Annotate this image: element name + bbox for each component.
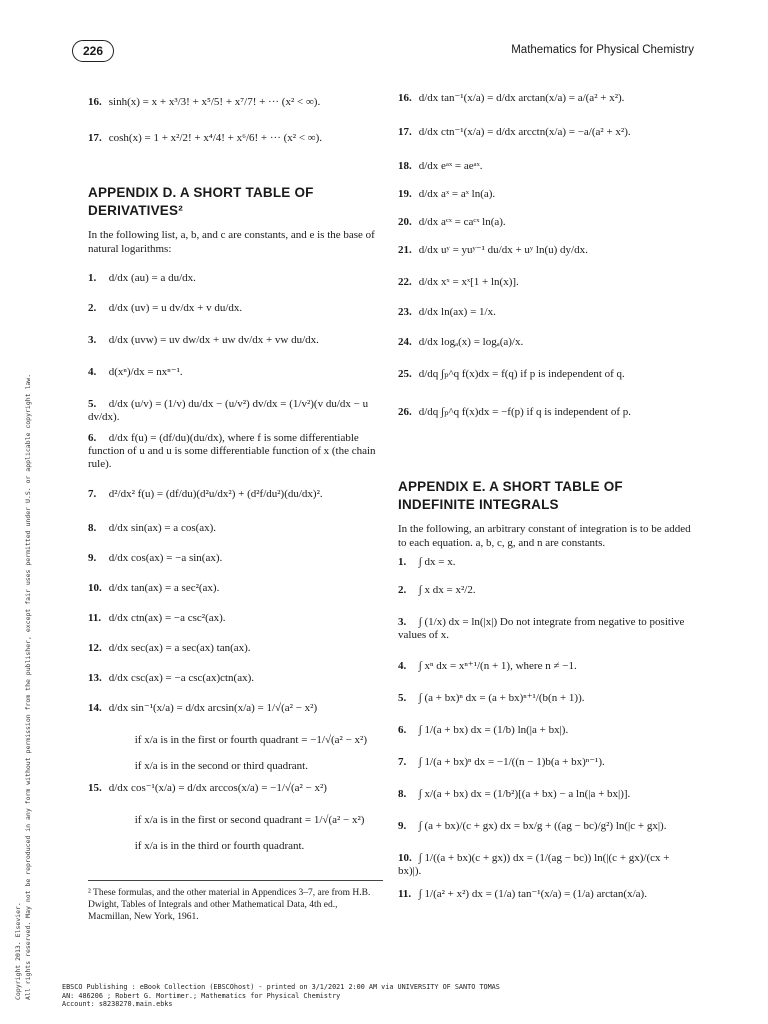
integral-item-formula: ∫ x/(a + bx) dx = (1/b²)[(a + bx) − a ln(|a + bx|)].	[418, 788, 631, 800]
integral-item-formula: ∫ dx = x.	[418, 556, 456, 568]
integral-item-formula: ∫ 1/(a + bx)ⁿ dx = −1/((n − 1)b(a + bx)ⁿ⁻¹).	[418, 756, 605, 768]
page-number: 226	[72, 40, 114, 62]
derivative-item-number: 7.	[88, 488, 97, 500]
integral-item-number: 1.	[398, 556, 407, 568]
derivative-item	[88, 432, 383, 488]
integral-item-number: 10.	[398, 852, 412, 864]
derivative-item-formula: d/dx xˣ = xˣ[1 + ln(x)].	[418, 276, 519, 288]
derivative-item	[398, 244, 693, 276]
derivative-item-number: 8.	[88, 522, 97, 534]
derivative-item-formula: d/dx ctn⁻¹(x/a) = d/dx arcctn(x/a) = −a/(a² + x²).	[418, 126, 631, 138]
derivative-item	[88, 272, 383, 302]
derivative-item-number: 19.	[398, 188, 412, 200]
derivative-item	[88, 302, 383, 334]
integral-item-number: 8.	[398, 788, 407, 800]
derivative-item-number: 5.	[88, 398, 97, 410]
derivative-item	[88, 672, 383, 702]
derivative-item	[88, 522, 383, 552]
rights-line: All rights reserved. May not be reproduced in any form without permission from the publisher, except fair uses permitted under U.S. or applicable copyright law.	[24, 373, 32, 1000]
derivative-item	[88, 702, 383, 734]
integral-item-formula: ∫ xⁿ dx = xⁿ⁺¹/(n + 1), where n ≠ −1.	[418, 660, 577, 672]
integral-item	[398, 724, 693, 756]
derivative-item-formula: d/dq ∫ₚ^q f(x)dx = f(q) if p is independent of q.	[418, 368, 625, 380]
derivative-item-number: 2.	[88, 302, 97, 314]
derivative-item-formula: d/dx sin⁻¹(x/a) = d/dx arcsin(x/a) = 1/√(a² − x²)	[108, 702, 318, 714]
derivative-item-number: 22.	[398, 276, 412, 288]
integral-item-formula: ∫ x dx = x²/2.	[418, 584, 476, 596]
derivative-item-formula: d/dx aˣ = aˣ ln(a).	[418, 188, 496, 200]
derivative-item	[88, 488, 383, 522]
integral-item-number: 6.	[398, 724, 407, 736]
derivative-item-number: 18.	[398, 160, 412, 172]
integral-item	[398, 756, 693, 788]
derivative-item-formula: d/dx f(u) = (df/du)(du/dx), where f is some differentiable function of u and u is some differentiable function of x (the chain rule).	[88, 432, 376, 470]
integral-item-number: 11.	[398, 888, 412, 900]
derivative-item-number: 26.	[398, 406, 412, 418]
derivative-item	[398, 126, 693, 160]
derivative-item-formula: d/dx (uv) = u dv/dx + v du/dx.	[108, 302, 243, 314]
derivative-item	[88, 334, 383, 366]
integral-item	[398, 788, 693, 820]
derivative-item-formula: d/dx ctn(ax) = −a csc²(ax).	[108, 612, 226, 624]
derivative-item-formula: d/dx csc(ax) = −a csc(ax)ctn(ax).	[108, 672, 255, 684]
integral-item	[398, 556, 693, 584]
derivative-item-formula: d/dx uʸ = yuʸ⁻¹ du/dx + uʸ ln(u) dy/dx.	[418, 244, 588, 256]
integral-item	[398, 616, 693, 660]
derivative-item-number: 21.	[398, 244, 412, 256]
integral-item	[398, 888, 693, 922]
derivative-item	[88, 582, 383, 612]
integral-item-number: 4.	[398, 660, 407, 672]
footnote-rule	[88, 880, 383, 881]
derivative-item-formula: d/dx ln(ax) = 1/x.	[418, 306, 496, 318]
copyright-sidebar	[12, 260, 40, 1020]
integral-item-number: 5.	[398, 692, 407, 704]
derivative-item-number: 6.	[88, 432, 97, 444]
derivative-item	[398, 216, 693, 244]
integral-item-formula: ∫ 1/((a + bx)(c + gx)) dx = (1/(ag − bc)) ln(|(c + gx)/(cx + bx)|).	[398, 852, 670, 877]
derivative-item-number: 17.	[398, 126, 412, 138]
derivative-item-number: 25.	[398, 368, 412, 380]
derivative-item	[398, 92, 693, 126]
derivative-item-number: 10.	[88, 582, 102, 594]
derivative-item	[398, 368, 693, 406]
derivative-item-formula: if x/a is in the first or second quadrant = 1/√(a² − x²)	[134, 814, 365, 826]
derivative-item	[88, 366, 383, 398]
derivative-item	[88, 814, 383, 840]
derivative-item-number: 1.	[88, 272, 97, 284]
derivative-item-number: 20.	[398, 216, 412, 228]
integral-item	[398, 820, 693, 852]
derivative-item-number: 15.	[88, 782, 102, 794]
integral-item-formula: ∫ 1/(a + bx) dx = (1/b) ln(|a + bx|).	[418, 724, 569, 736]
derivative-item	[88, 840, 383, 862]
derivative-item	[398, 160, 693, 188]
integral-item-number: 9.	[398, 820, 407, 832]
integral-list	[398, 556, 693, 922]
derivative-item	[88, 782, 383, 814]
integral-item	[398, 660, 693, 692]
derivative-item	[88, 398, 383, 432]
derivative-item-formula: d/dx cos⁻¹(x/a) = d/dx arccos(x/a) = −1/√(a² − x²)	[108, 782, 327, 794]
derivative-item-formula: d/dx eᵃˣ = aeᵃˣ.	[418, 160, 483, 172]
derivative-item	[398, 406, 693, 442]
derivative-item	[398, 306, 693, 336]
footer-line: Account: s8238270.main.ebks	[62, 1000, 173, 1008]
derivative-item-formula: d²/dx² f(u) = (df/du)(d²u/dx²) + (d²f/du²)(du/dx)².	[108, 488, 323, 500]
derivative-item-number: 16.	[398, 92, 412, 104]
derivative-item-formula: d/dx cos(ax) = −a sin(ax).	[108, 552, 223, 564]
integral-item-formula: ∫ (1/x) dx = ln(|x|) Do not integrate from negative to positive values of x.	[398, 616, 685, 641]
integral-item-number: 2.	[398, 584, 407, 596]
series-item: 17. cosh(x) = 1 + x²/2! + x⁴/4! + x⁶/6! + ··· (x² < ∞).	[88, 132, 323, 144]
derivative-item-number: 13.	[88, 672, 102, 684]
derivative-item	[88, 642, 383, 672]
appendix-e-title: APPENDIX E. A SHORT TABLE OF INDEFINITE INTEGRALS	[398, 479, 623, 512]
integral-item-number: 7.	[398, 756, 407, 768]
derivative-item-formula: if x/a is in the second or third quadrant.	[134, 760, 308, 772]
integral-item-number: 3.	[398, 616, 407, 628]
derivative-item	[398, 188, 693, 216]
derivative-item-number: 24.	[398, 336, 412, 348]
derivative-item-number: 12.	[88, 642, 102, 654]
derivative-item-formula: d/dx (u/v) = (1/v) du/dx − (u/v²) dv/dx = (1/v²)(v du/dx − u dv/dx).	[88, 398, 369, 423]
derivative-item	[88, 760, 383, 782]
integral-item-formula: ∫ (a + bx)ⁿ dx = (a + bx)ⁿ⁺¹/(b(n + 1)).	[418, 692, 585, 704]
derivative-item	[88, 612, 383, 642]
integral-item	[398, 584, 693, 616]
derivative-list-continued	[398, 92, 693, 442]
footer-line: EBSCO Publishing : eBook Collection (EBSCOhost) - printed on 3/1/2021 2:00 AM via UNIVERSITY OF SANTO TOMAS	[62, 983, 500, 991]
derivative-item-number: 23.	[398, 306, 412, 318]
running-head: Mathematics for Physical Chemistry	[511, 44, 694, 56]
appendix-d-intro: In the following list, a, b, and c are constants, and e is the base of natural logarithms:	[88, 229, 375, 255]
derivative-item	[398, 276, 693, 306]
derivative-item-number: 3.	[88, 334, 97, 346]
derivative-item-number: 9.	[88, 552, 97, 564]
integral-item-formula: ∫ 1/(a² + x²) dx = (1/a) tan⁻¹(x/a) = (1/a) arctan(x/a).	[418, 888, 647, 900]
derivative-list	[88, 272, 383, 862]
derivative-item-formula: if x/a is in the first or fourth quadrant = −1/√(a² − x²)	[134, 734, 367, 746]
copyright-line: Copyright 2013. Elsevier.	[14, 902, 22, 1000]
derivative-item	[88, 734, 383, 760]
derivative-item-formula: d/dx (uvw) = uv dw/dx + uw dv/dx + vw du/dx.	[108, 334, 319, 346]
derivative-item-formula: d/dx (au) = a du/dx.	[108, 272, 196, 284]
derivative-item	[88, 552, 383, 582]
derivative-item-formula: d/dx sin(ax) = a cos(ax).	[108, 522, 217, 534]
integral-item	[398, 692, 693, 724]
derivative-item-formula: d(xⁿ)/dx = nxⁿ⁻¹.	[108, 366, 183, 378]
print-footer	[62, 983, 500, 1009]
derivative-item	[398, 336, 693, 368]
appendix-d-title: APPENDIX D. A SHORT TABLE OF DERIVATIVES²	[88, 185, 314, 218]
left-column	[88, 96, 383, 923]
integral-item	[398, 852, 693, 888]
derivative-item-number: 4.	[88, 366, 97, 378]
derivative-item-number: 11.	[88, 612, 102, 624]
derivative-item-formula: d/dx logₐ(x) = logₐ(a)/x.	[418, 336, 524, 348]
derivative-item-formula: d/dq ∫ₚ^q f(x)dx = −f(p) if q is independent of p.	[418, 406, 631, 418]
integral-item-formula: ∫ (a + bx)/(c + gx) dx = bx/g + ((ag − bc)/g²) ln(|c + gx|).	[418, 820, 667, 832]
derivative-item-formula: if x/a is in the third or fourth quadrant.	[134, 840, 305, 852]
right-column	[398, 92, 693, 922]
footer-line: AN: 486206 ; Robert G. Mortimer.; Mathematics for Physical Chemistry	[62, 991, 341, 1000]
footnote: ² These formulas, and the other material in Appendices 3–7, are from H.B. Dwight, Tables of Integrals and other Mathematical Data, 4th ed., Macmillan, New York, 1961.	[88, 888, 371, 922]
series-item: 16. sinh(x) = x + x³/3! + x⁵/5! + x⁷/7! + ··· (x² < ∞).	[88, 96, 321, 108]
derivative-item-formula: d/dx tan⁻¹(x/a) = d/dx arctan(x/a) = a/(a² + x²).	[418, 92, 625, 104]
derivative-item-formula: d/dx aᶜˣ = caᶜˣ ln(a).	[418, 216, 506, 228]
derivative-item-formula: d/dx tan(ax) = a sec²(ax).	[108, 582, 220, 594]
derivative-item-number: 14.	[88, 702, 102, 714]
derivative-item-formula: d/dx sec(ax) = a sec(ax) tan(ax).	[108, 642, 251, 654]
appendix-e-intro: In the following, an arbitrary constant of integration is to be added to each equation. a, b, c, g, and n are constants.	[398, 523, 691, 549]
